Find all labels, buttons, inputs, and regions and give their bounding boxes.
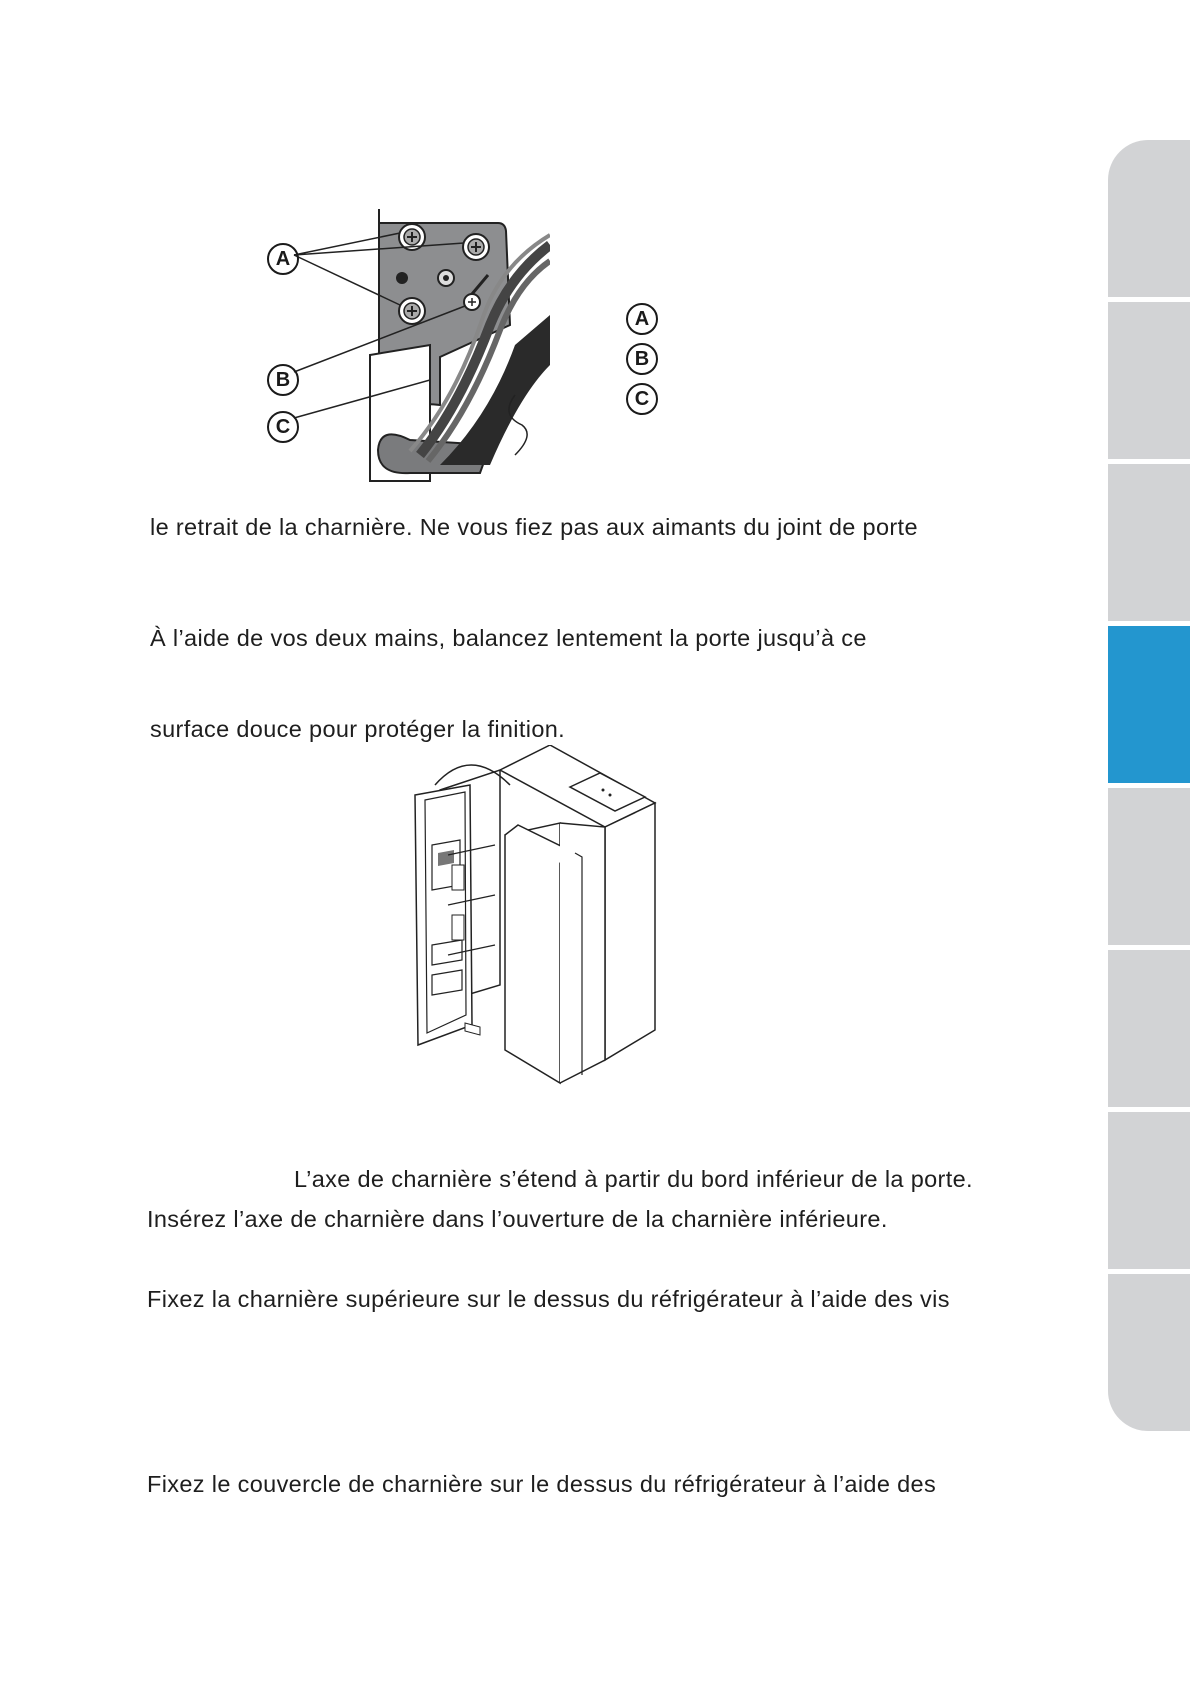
screw-icon (463, 234, 489, 260)
refrigerator-illustration (410, 745, 660, 1085)
paragraph-6: Fixez la charnière supérieure sur le dessus du réfrigérateur à l’aide des vis (147, 1286, 950, 1312)
legend-b: B (626, 343, 658, 375)
callout-b-label: B (267, 364, 299, 396)
paragraph-4: L’axe de charnière s’étend à partir du bord inférieur de la porte. (294, 1166, 973, 1192)
side-tab-strip (1108, 140, 1190, 1433)
paragraph-2: À l’aide de vos deux mains, balancez lentement la porte jusqu’à ce (150, 625, 867, 651)
side-tab-8[interactable] (1108, 1274, 1190, 1431)
side-tab-6[interactable] (1108, 950, 1190, 1107)
paragraph-3: surface douce pour protéger la finition. (150, 716, 566, 742)
side-tab-1[interactable] (1108, 140, 1190, 297)
side-tab-5[interactable] (1108, 788, 1190, 945)
side-tab-7[interactable] (1108, 1112, 1190, 1269)
side-tab-4-active[interactable] (1108, 626, 1190, 783)
legend-a: A (626, 303, 658, 335)
callout-c-label: C (267, 411, 299, 443)
hinge-illustration (260, 205, 550, 485)
paragraph-5: Insérez l’axe de charnière dans l’ouverture de la charnière inférieure. (147, 1206, 888, 1232)
paragraph-1: le retrait de la charnière. Ne vous fiez pas aux aimants du joint de porte (150, 514, 918, 540)
side-tab-3[interactable] (1108, 464, 1190, 621)
screw-icon (399, 298, 425, 324)
callout-a-label: A (267, 243, 299, 275)
legend-c: C (626, 383, 658, 415)
side-tab-2[interactable] (1108, 302, 1190, 459)
paragraph-7: Fixez le couvercle de charnière sur le dessus du réfrigérateur à l’aide des (147, 1471, 937, 1497)
